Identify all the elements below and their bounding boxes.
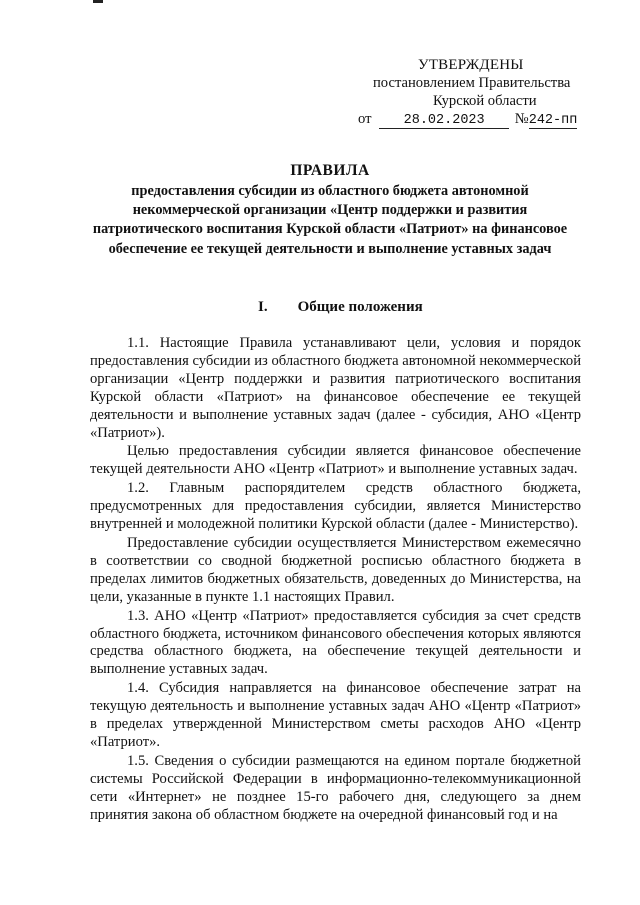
document-title-block [80, 162, 580, 259]
approval-region: Курской области [433, 93, 537, 109]
section-title: Общие положения [297, 299, 423, 315]
paragraph: 1.4. Субсидия направляется на финансовое обеспечение затрат на текущую деятельность и выполнение уставных задач АНО «Центр «Патриот» в пределах утвержденной Министерством сметы расходов АНО «Центр «Патриот». [90, 680, 581, 750]
paragraph: Предоставление субсидии осуществляется Министерством ежемесячно в соответствии со сводной бюджетной росписью областного бюджета в пределах лимитов бюджетных обязательств, доведенных до Министерства, на цели, указанные в пункте 1.1 настоящих Правил. [90, 534, 581, 605]
section-number: I. [258, 299, 268, 315]
document-subtitle: предоставления субсидии из областного бюджета автономной некоммерческой организации «Центр поддержки и развития патриотического воспитания Курской области «Патриот» на финансовое обеспечение ее текущей деятельности и выполнение уставных задач [92, 183, 568, 257]
paragraph: 1.2. Главным распорядителем средств областного бюджета, предусмотренных для предоставления субсидии, является Министерство внутренней и молодежной политики Курской области (далее - Министерство). [90, 480, 581, 533]
approval-number: 242-пп [528, 113, 578, 128]
paragraph: 1.1. Настоящие Правила устанавливают цели, условия и порядок предоставления субсидии из областного бюджета автономной некоммерческой организации «Центр поддержки и развития патриотического воспитания Курской области «Патриот» на финансовое обеспечение ее текущей деятельности и выполнение уставных задач (далее - субсидия, АНО «Центр «Патриот»). [90, 335, 581, 441]
body-text [90, 335, 581, 825]
approval-title: УТВЕРЖДЕНЫ [418, 57, 524, 73]
approval-date: 28.02.2023 [379, 113, 509, 129]
paragraph: 1.5. Сведения о субсидии размещаются на едином портале бюджетной системы Российской Федерации в информационно-телекоммуникационной сети «Интернет» не позднее 15-го рабочего дня, следующего за днем принятия закона об областном бюджете на очередной финансовый год и на [90, 752, 581, 823]
scan-mark [93, 0, 103, 3]
section-heading [258, 299, 423, 316]
approval-date-row [358, 111, 577, 129]
number-prefix: № [514, 111, 529, 127]
document-title: ПРАВИЛА [290, 162, 370, 179]
date-prefix: от [358, 111, 372, 127]
paragraph: Целью предоставления субсидии является финансовое обеспечение текущей деятельности АНО «Центр «Патриот» и выполнение уставных задач. [90, 443, 581, 478]
paragraph: 1.3. АНО «Центр «Патриот» предоставляется субсидия за счет средств областного бюджета, источником финансового обеспечения которых являются средства областного бюджета, на обеспечение текущей деятельности и выполнение уставных задач. [90, 607, 581, 678]
approval-resolution: постановлением Правительства [373, 75, 571, 91]
